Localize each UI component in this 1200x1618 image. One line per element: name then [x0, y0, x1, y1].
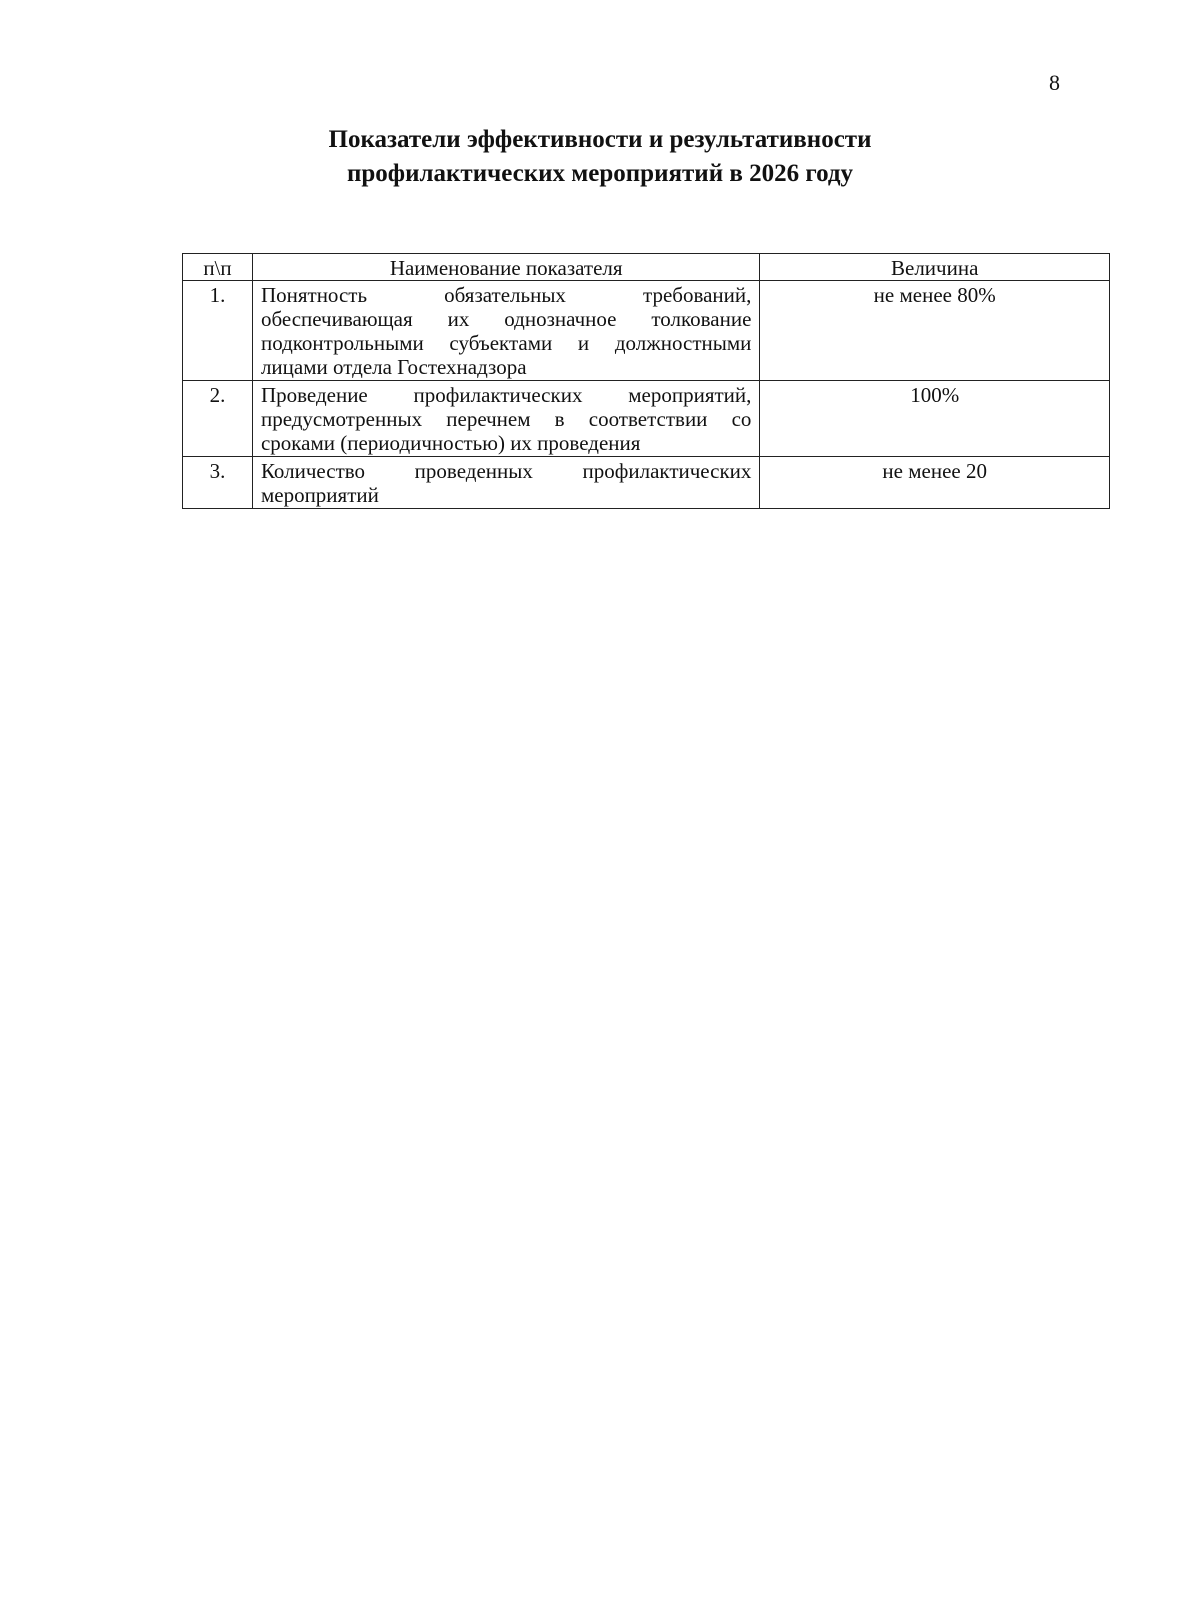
title-line-1: Показатели эффективности и результативности: [328, 126, 872, 153]
title-line-2: профилактических мероприятий в 2026 году: [346, 160, 854, 187]
header-name: Наименование показателя: [252, 254, 759, 281]
row-num: 3.: [183, 457, 253, 509]
table-row: [183, 381, 1110, 457]
header-num: п\п: [183, 254, 253, 281]
row-name: Понятность обязательных требований, обеспечивающая их однозначное толкование подконтрольными субъектами и должностными лицами отдела Гостехнадзора: [252, 281, 759, 381]
row-value: не менее 20: [760, 457, 1110, 509]
document-title: [0, 123, 1200, 191]
indicators-table: [182, 253, 1110, 509]
row-value: не менее 80%: [760, 281, 1110, 381]
table-row: [183, 281, 1110, 381]
row-name: Количество проведенных профилактических мероприятий: [252, 457, 759, 509]
row-value: 100%: [760, 381, 1110, 457]
table-row: [183, 457, 1110, 509]
row-num: 1.: [183, 281, 253, 381]
row-num: 2.: [183, 381, 253, 457]
page-number: 8: [1049, 70, 1060, 95]
table-header-row: [183, 254, 1110, 281]
header-value: Величина: [760, 254, 1110, 281]
row-name: Проведение профилактических мероприятий, предусмотренных перечнем в соответствии со сроками (периодичностью) их проведения: [252, 381, 759, 457]
